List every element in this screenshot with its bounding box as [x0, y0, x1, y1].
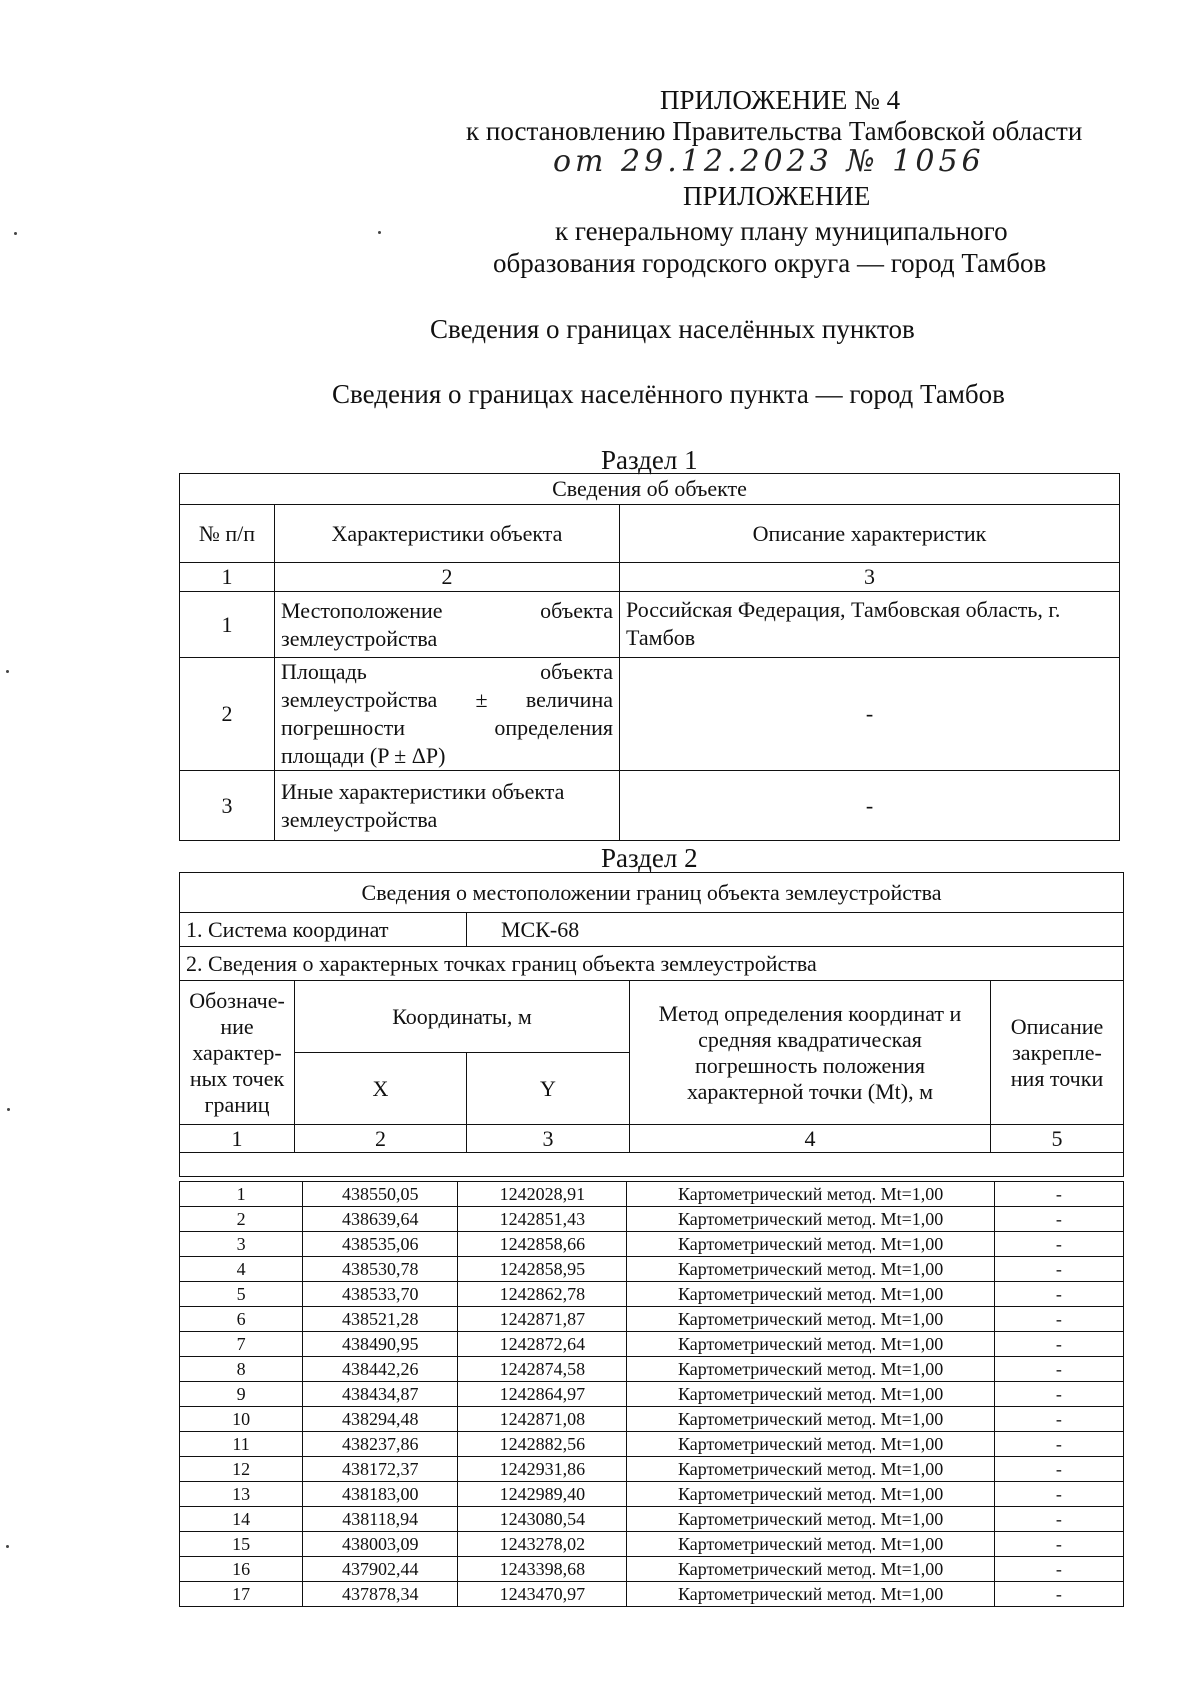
title-general: Сведения о границах населённых пунктов [430, 314, 915, 344]
boundary-info-table [179, 872, 1124, 1177]
point-fixing: - [994, 1232, 1123, 1257]
point-y: 1242872,64 [458, 1332, 627, 1357]
point-fixing: - [994, 1332, 1123, 1357]
point-fixing: - [994, 1557, 1123, 1582]
col-number: 5 [991, 1125, 1124, 1153]
point-fixing: - [994, 1582, 1123, 1607]
scan-speck [7, 1108, 10, 1111]
table-caption: Сведения об объекте [180, 474, 1120, 505]
point-method: Картометрический метод. Mt=1,00 [627, 1482, 994, 1507]
point-y: 1242864,97 [458, 1382, 627, 1407]
text-line: землеустройства ± величина [281, 687, 613, 712]
point-method: Картометрический метод. Mt=1,00 [627, 1257, 994, 1282]
point-fixing: - [994, 1432, 1123, 1457]
header-y: Y [467, 1053, 630, 1125]
table-row [180, 1432, 1124, 1457]
point-x: 438294,48 [303, 1407, 458, 1432]
row-number: 1 [180, 592, 275, 658]
table-row [180, 1357, 1124, 1382]
point-number: 3 [180, 1232, 303, 1257]
table-row [180, 1257, 1124, 1282]
table-row [180, 1232, 1124, 1257]
empty-row [180, 1153, 1124, 1177]
point-y: 1243080,54 [458, 1507, 627, 1532]
table-row [180, 1507, 1124, 1532]
col-number: 3 [467, 1125, 630, 1153]
point-fixing: - [994, 1307, 1123, 1332]
col-number: 1 [180, 563, 275, 592]
table-row [180, 1582, 1124, 1607]
header-point-designation: Обозначе-ние характер-ных точек границ [180, 981, 295, 1125]
text-line: Иные характеристики объекта [281, 778, 565, 804]
row-characteristic [275, 658, 620, 771]
row-value: Российская Федерация, Тамбовская область, г. Тамбов [620, 592, 1120, 658]
point-fixing: - [994, 1457, 1123, 1482]
point-number: 12 [180, 1457, 303, 1482]
section2-title: Раздел 2 [601, 843, 698, 873]
point-x: 438521,28 [303, 1307, 458, 1332]
table-row [180, 1307, 1124, 1332]
appendix-number: ПРИЛОЖЕНИЕ № 4 [660, 85, 901, 115]
point-x: 438118,94 [303, 1507, 458, 1532]
point-y: 1243398,68 [458, 1557, 627, 1582]
table-row [180, 1332, 1124, 1357]
to-plan-line1: к генеральному плану муниципального [555, 216, 1008, 246]
scan-speck [6, 1545, 9, 1548]
point-number: 7 [180, 1332, 303, 1357]
point-fixing: - [994, 1282, 1123, 1307]
point-y: 1242028,91 [458, 1182, 627, 1207]
table-row [180, 1407, 1124, 1432]
point-x: 438535,06 [303, 1232, 458, 1257]
point-number: 15 [180, 1532, 303, 1557]
appendix-title: ПРИЛОЖЕНИЕ [683, 181, 871, 211]
point-method: Картометрический метод. Mt=1,00 [627, 1432, 994, 1457]
to-plan-line2: образования городского округа — город Тамбов [493, 248, 1047, 278]
point-y: 1242989,40 [458, 1482, 627, 1507]
header-number: № п/п [180, 505, 275, 563]
point-method: Картометрический метод. Mt=1,00 [627, 1382, 994, 1407]
table-row [180, 658, 1120, 771]
point-fixing: - [994, 1507, 1123, 1532]
point-y: 1243470,97 [458, 1582, 627, 1607]
header-description: Описание характеристик [620, 505, 1120, 563]
text-line: площади (P ± ΔP) [281, 743, 446, 768]
point-number: 8 [180, 1357, 303, 1382]
col-number: 4 [630, 1125, 991, 1153]
coord-system-value: МСК-68 [467, 913, 1124, 947]
point-number: 5 [180, 1282, 303, 1307]
point-x: 438639,64 [303, 1207, 458, 1232]
point-x: 437878,34 [303, 1582, 458, 1607]
point-method: Картометрический метод. Mt=1,00 [627, 1232, 994, 1257]
point-number: 17 [180, 1582, 303, 1607]
object-info-table [179, 473, 1120, 841]
col-number: 3 [620, 563, 1120, 592]
header-x: X [295, 1053, 467, 1125]
point-y: 1242882,56 [458, 1432, 627, 1457]
point-x: 438237,86 [303, 1432, 458, 1457]
header-coordinates: Координаты, м [295, 981, 630, 1053]
point-fixing: - [994, 1182, 1123, 1207]
point-y: 1242858,66 [458, 1232, 627, 1257]
col-number: 2 [275, 563, 620, 592]
point-y: 1242858,95 [458, 1257, 627, 1282]
point-fixing: - [994, 1382, 1123, 1407]
table-row [180, 1207, 1124, 1232]
point-method: Картометрический метод. Mt=1,00 [627, 1582, 994, 1607]
table-row [180, 1282, 1124, 1307]
point-number: 10 [180, 1407, 303, 1432]
table-row [180, 1382, 1124, 1407]
point-method: Картометрический метод. Mt=1,00 [627, 1182, 994, 1207]
col-number: 1 [180, 1125, 295, 1153]
point-number: 16 [180, 1557, 303, 1582]
point-fixing: - [994, 1407, 1123, 1432]
point-number: 6 [180, 1307, 303, 1332]
point-method: Картометрический метод. Mt=1,00 [627, 1357, 994, 1382]
text-line: погрешности определения [281, 715, 613, 740]
point-fixing: - [994, 1257, 1123, 1282]
text-line: землеустройства [281, 625, 438, 651]
text-line: Площадь объекта [281, 659, 613, 684]
table-row [180, 1532, 1124, 1557]
point-number: 13 [180, 1482, 303, 1507]
point-y: 1242874,58 [458, 1357, 627, 1382]
row-value: - [620, 771, 1120, 841]
point-method: Картометрический метод. Mt=1,00 [627, 1532, 994, 1557]
table-row [180, 1457, 1124, 1482]
title-locality: Сведения о границах населённого пункта — город Тамбов [332, 379, 1005, 409]
coord-system-label: 1. Система координат [180, 913, 467, 947]
table-row [180, 592, 1120, 658]
point-x: 438183,00 [303, 1482, 458, 1507]
table-row [180, 771, 1120, 841]
table-row [180, 1557, 1124, 1582]
to-resolution: к постановлению Правительства Тамбовской области [466, 116, 1083, 146]
point-number: 9 [180, 1382, 303, 1407]
point-x: 438172,37 [303, 1457, 458, 1482]
point-method: Картометрический метод. Mt=1,00 [627, 1457, 994, 1482]
point-y: 1242862,78 [458, 1282, 627, 1307]
row-number: 3 [180, 771, 275, 841]
point-x: 437902,44 [303, 1557, 458, 1582]
point-method: Картометрический метод. Mt=1,00 [627, 1507, 994, 1532]
col-number: 2 [295, 1125, 467, 1153]
point-method: Картометрический метод. Mt=1,00 [627, 1407, 994, 1432]
text-line: землеустройства [281, 806, 438, 832]
point-y: 1242851,43 [458, 1207, 627, 1232]
text-line: Местоположение объекта [281, 597, 613, 623]
point-x: 438003,09 [303, 1532, 458, 1557]
table-row [180, 1182, 1124, 1207]
point-x: 438530,78 [303, 1257, 458, 1282]
point-method: Картометрический метод. Mt=1,00 [627, 1307, 994, 1332]
point-y: 1243278,02 [458, 1532, 627, 1557]
scan-speck [378, 231, 381, 234]
point-method: Картометрический метод. Mt=1,00 [627, 1557, 994, 1582]
handwritten-date-number: от 29.12.2023 № 1056 [553, 144, 985, 179]
row-number: 2 [180, 658, 275, 771]
point-fixing: - [994, 1482, 1123, 1507]
point-method: Картометрический метод. Mt=1,00 [627, 1207, 994, 1232]
points-caption: 2. Сведения о характерных точках границ объекта землеустройства [180, 947, 1124, 981]
row-characteristic [275, 592, 620, 658]
points-table [179, 1181, 1124, 1607]
point-number: 11 [180, 1432, 303, 1457]
point-x: 438533,70 [303, 1282, 458, 1307]
section1-title: Раздел 1 [601, 445, 698, 475]
point-fixing: - [994, 1532, 1123, 1557]
point-fixing: - [994, 1357, 1123, 1382]
header-fixing: Описание закрепле-ния точки [991, 981, 1124, 1125]
point-method: Картометрический метод. Mt=1,00 [627, 1332, 994, 1357]
point-number: 14 [180, 1507, 303, 1532]
point-number: 2 [180, 1207, 303, 1232]
scan-speck [6, 670, 9, 673]
table-row [180, 1482, 1124, 1507]
point-fixing: - [994, 1207, 1123, 1232]
scan-speck [14, 232, 17, 235]
point-y: 1242871,87 [458, 1307, 627, 1332]
point-x: 438434,87 [303, 1382, 458, 1407]
point-y: 1242871,08 [458, 1407, 627, 1432]
point-x: 438550,05 [303, 1182, 458, 1207]
point-number: 4 [180, 1257, 303, 1282]
point-y: 1242931,86 [458, 1457, 627, 1482]
header-method: Метод определения координат и средняя квадратическая погрешность положения характерной точки (Mt), м [630, 981, 991, 1125]
point-method: Картометрический метод. Mt=1,00 [627, 1282, 994, 1307]
point-number: 1 [180, 1182, 303, 1207]
row-characteristic [275, 771, 620, 841]
point-x: 438490,95 [303, 1332, 458, 1357]
point-x: 438442,26 [303, 1357, 458, 1382]
header-characteristic: Характеристики объекта [275, 505, 620, 563]
table-caption: Сведения о местоположении границ объекта землеустройства [180, 873, 1124, 913]
row-value: - [620, 658, 1120, 771]
